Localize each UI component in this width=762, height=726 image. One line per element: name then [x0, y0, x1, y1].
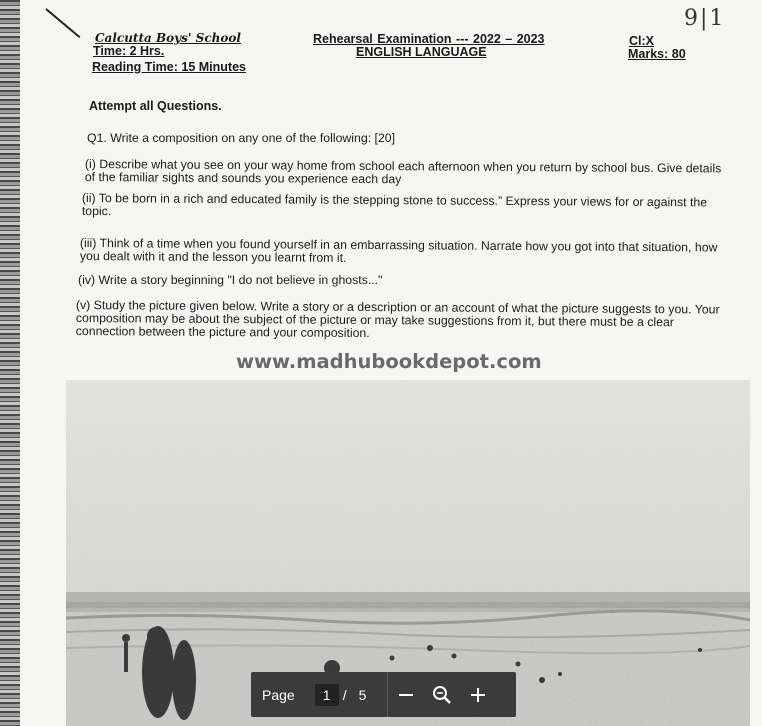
magnifier-icon — [432, 685, 452, 705]
exam-duration: Time: 2 Hrs. — [93, 44, 165, 58]
question-option: (v) Study the picture given below. Write a story or a description or an account of what the picture suggests to you. Your composition may be about the subject of the picture or may take suggestions from it, but there must be a clear connection between the picture and your composition. — [75, 298, 720, 341]
instructions: Attempt all Questions. — [89, 99, 222, 113]
plus-icon — [470, 687, 486, 703]
question-option: (i) Describe what you see on your way home from school each afternoon when you return by school bus. Give details of the familiar sights and sounds you experience each day — [84, 157, 722, 187]
class-label: Cl:X — [629, 34, 654, 48]
handwritten-note: 9|1 — [684, 6, 726, 31]
binding-edge — [0, 0, 20, 726]
page-separator: / — [342, 686, 347, 703]
watermark: www.madhubookdepot.com — [236, 350, 542, 373]
zoom-out-button[interactable] — [388, 672, 424, 717]
subject-title: ENGLISH LANGUAGE — [356, 45, 487, 59]
question-option: (ii) To be born in a rich and educated family is the stepping stone to success.” Express your views for or against the topic. — [81, 191, 708, 219]
question-title: Q1. Write a composition on any one of the following: [20] — [87, 131, 396, 145]
reading-time: Reading Time: 15 Minutes — [92, 60, 246, 74]
pdf-toolbar — [251, 672, 516, 717]
question-option: (iii) Think of a time when you found yourself in an embarrassing situation. Narrate how you got into that situation, how you dealt with it and the lesson you learnt from it. — [79, 236, 718, 265]
total-pages: 5 — [358, 686, 367, 703]
exam-title: Rehearsal Examination --- 2022 – 2023 — [313, 32, 545, 46]
zoom-button[interactable] — [424, 672, 460, 717]
zoom-in-button[interactable] — [460, 672, 496, 717]
page-number-input[interactable]: 1 — [315, 684, 339, 706]
pen-mark — [45, 8, 80, 38]
minus-icon — [398, 687, 414, 703]
marks-label: Marks: 80 — [628, 47, 686, 61]
page-label: Page — [262, 686, 295, 703]
question-option: (iv) Write a story beginning "I do not believe in ghosts..." — [78, 273, 383, 287]
school-name: Calcutta Boys' School — [95, 31, 241, 45]
